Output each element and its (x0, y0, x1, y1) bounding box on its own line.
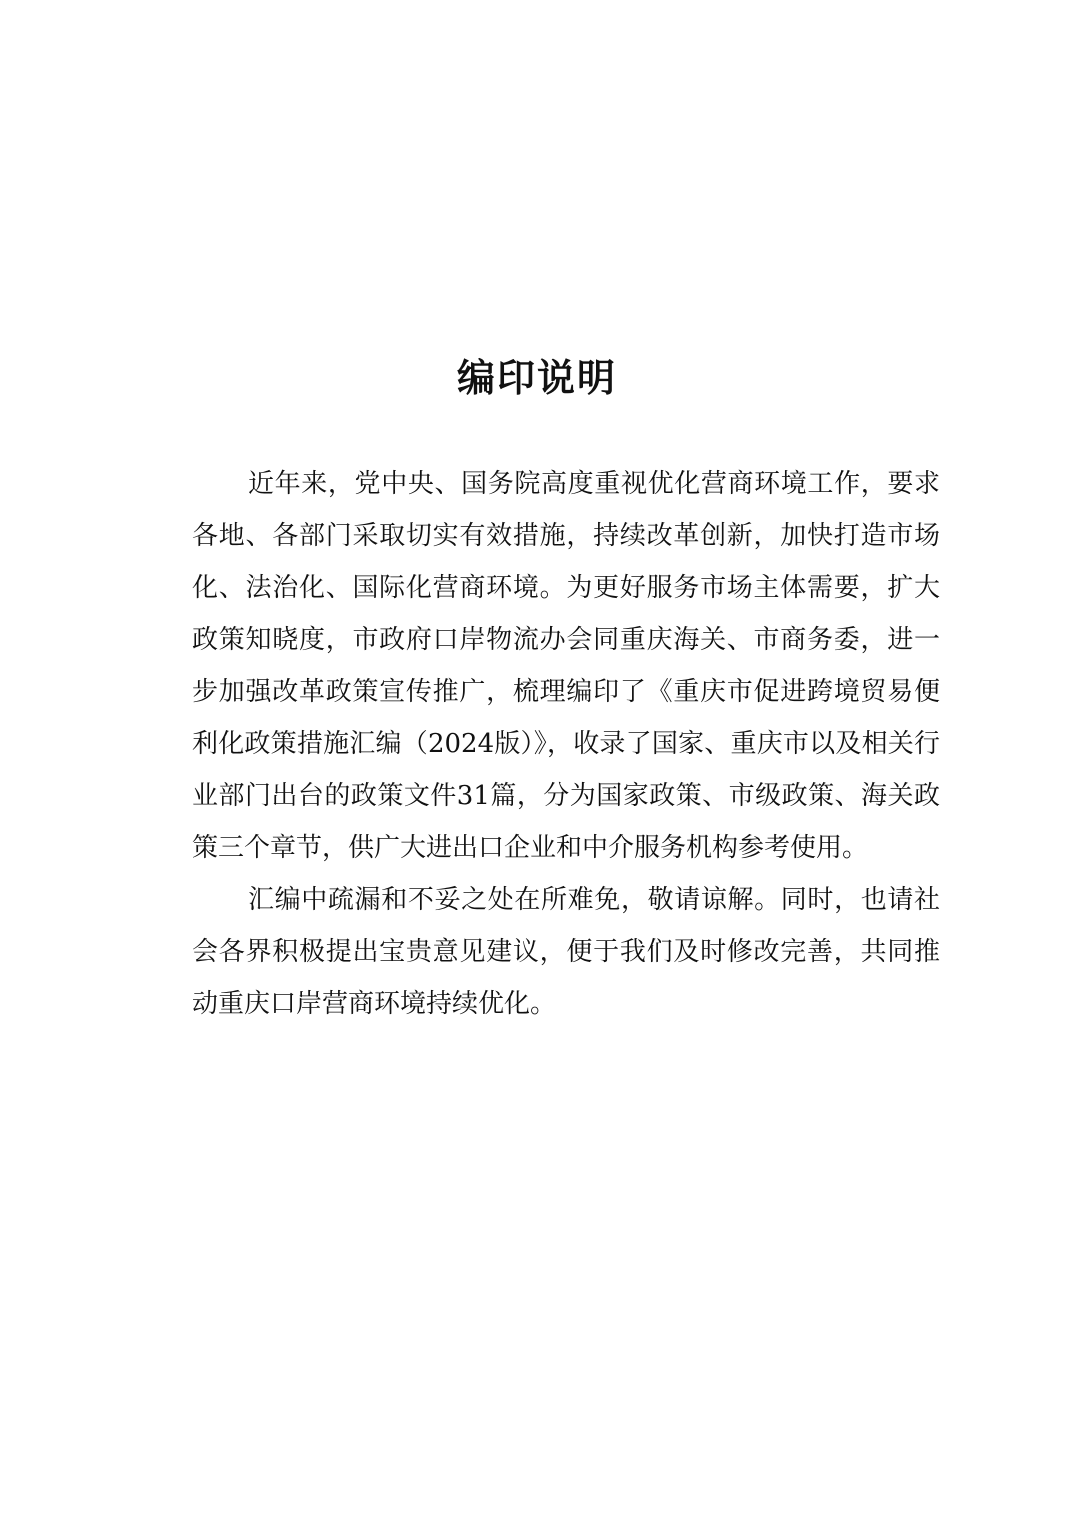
paragraph-line: 业部门出台的政策文件31篇，分为国家政策、市级政策、海关政 (192, 781, 940, 811)
body-text (140, 458, 940, 1030)
paragraph-line: 政策知晓度，市政府口岸物流办会同重庆海关、市商务委，进一 (192, 625, 940, 655)
paragraph-closing (140, 874, 940, 1030)
paragraph-line: 化、法治化、国际化营商环境。为更好服务市场主体需要，扩大 (192, 573, 940, 603)
paragraph-line: 利化政策措施汇编（2024版）》，收录了国家、重庆市以及相关行 (192, 729, 940, 759)
paragraph-line: 步加强改革政策宣传推广，梳理编印了《重庆市促进跨境贸易便 (192, 677, 940, 707)
page-title: 编印说明 (456, 355, 617, 400)
paragraph-intro (140, 458, 940, 874)
paragraph-line: 汇编中疏漏和不妥之处在所难免，敬请谅解。同时，也请社 (248, 885, 940, 915)
paragraph-line: 近年来，党中央、国务院高度重视优化营商环境工作，要求 (248, 469, 940, 499)
paragraph-line: 策三个章节，供广大进出口企业和中介服务机构参考使用。 (192, 833, 869, 863)
paragraph-line: 会各界积极提出宝贵意见建议，便于我们及时修改完善，共同推 (192, 937, 940, 967)
paragraph-line: 动重庆口岸营商环境持续优化。 (192, 989, 557, 1019)
paragraph-line: 各地、各部门采取切实有效措施，持续改革创新，加快打造市场 (192, 521, 940, 551)
